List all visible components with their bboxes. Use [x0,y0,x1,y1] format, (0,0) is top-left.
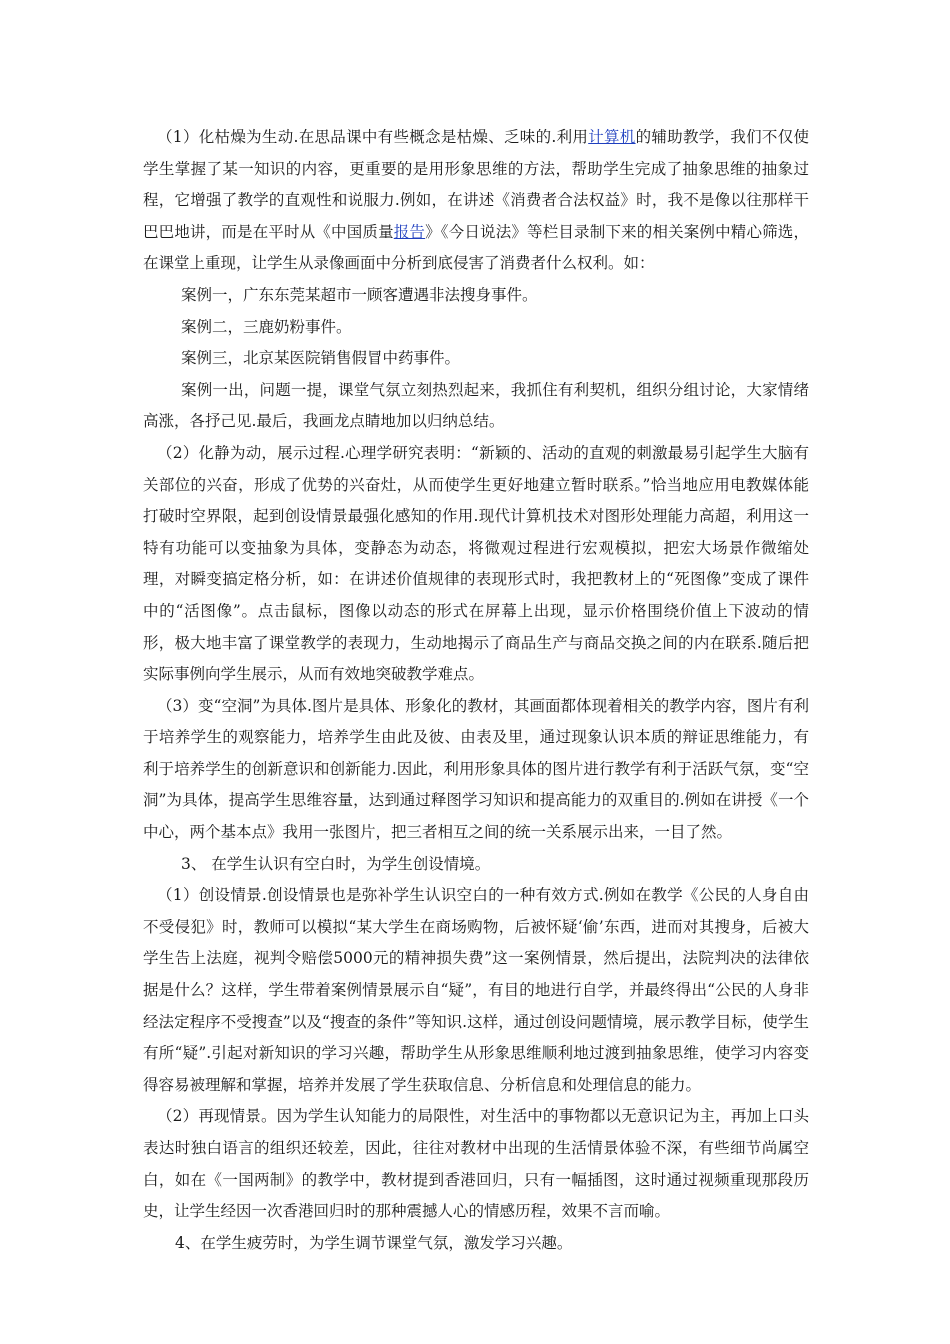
case-summary-paragraph: 案例一出，问题一提，课堂气氛立刻热烈起来，我抓住有利契机，组织分组讨论，大家情绪高涨，各抒己见.最后，我画龙点睛地加以归纳总结。 [143,380,809,431]
paragraph-3: （3）变“空洞”为具体.图片是具体、形象化的教材，其画面都体现着相关的教学内容，图片有利于培养学生的观察能力，培养学生由此及彼、由表及里，通过现象认识本质的辩证思维能力，有利于培养学生的创新意识和创新能力.因此，利用形象具体的图片进行教学有利于活跃气氛，变“空洞”为具体，提高学生思维容量，达到通过释图学习知识和提高能力的双重目的.例如在讲授《一个中心，两个基本点》我用一张图片，把三者相互之间的统一关系展示出来，一目了然。 [143,696,809,842]
section-heading-4: 4、在学生疲劳时，为学生调节课堂气氛，激发学习兴趣。 [175,1233,573,1252]
paragraph-1-part-a: （1）化枯燥为生动.在思品课中有些概念是枯燥、乏味的.利用 [157,128,589,146]
case-3: 案例三，北京某医院销售假冒中药事件。 [181,349,461,368]
paragraph-1-part-c: 》《今日说法》等栏目录制下来的相关案例中精心筛选，在课堂上重现，让学生从录像画面中分析到底侵害了消费者什么权利。如： [143,222,809,273]
case-1: 案例一，广东东莞某超市一顾客遭遇非法搜身事件。 [181,285,538,304]
paragraph-4: （1）创设情景.创设情景也是弥补学生认识空白的一种有效方式.例如在教学《公民的人身自由不受侵犯》时，教师可以模拟“某大学生在商场购物，后被怀疑‘偷’东西，进而对其搜身，后被大学生告上法庭，视判令赔偿5000元的精神损失费”这一案例情景，然后提出，法院判决的法律依据是什么？这样，学生带着案例情景展示自“疑”，有目的地进行自学，并最终得出“公民的人身非经法定程序不受搜查”以及“搜查的条件”等知识.这样，通过创设问题情境，展示教学目标，使学生有所“疑”.引起对新知识的学习兴趣，帮助学生从形象思维顺利地过渡到抽象思维，使学习内容变得容易被理解和掌握，培养并发展了学生获取信息、分析信息和处理信息的能力。 [143,886,809,1094]
section-heading-3: 3、 在学生认识有空白时，为学生创设情境。 [181,854,491,873]
report-link[interactable]: 报告 [393,222,426,241]
computer-link[interactable]: 计算机 [588,128,636,146]
paragraph-1 [143,122,809,280]
document-body [143,122,809,1259]
case-2: 案例二，三鹿奶粉事件。 [181,317,352,336]
paragraph-1-part-b: 的辅助教学，我们不仅使学生掌握了某一知识的内容，更重要的是用形象思维的方法，帮助学生完成了抽象思维的抽象过程，它增强了教学的直观性和说服力.例如，在讲述《消费者合法权益》时，我不是像以往那样干巴巴地讲，而是在平时从《中国质量 [143,128,809,241]
paragraph-2: （2）化静为动，展示过程.心理学研究表明：“新颖的、活动的直观的刺激最易引起学生大脑有关部位的兴奋，形成了优势的兴奋灶，从而使学生更好地建立暂时联系。”恰当地应用电教媒体能打破时空界限，起到创设情景最强化感知的作用.现代计算机技术对图形处理能力高超，利用这一特有功能可以变抽象为具体，变静态为动态，将微观过程进行宏观模拟，把宏大场景作微缩处理，对瞬变搞定格分析，如：在讲述价值规律的表现形式时，我把教材上的“死图像”变成了课件中的“活图像”。点击鼠标，图像以动态的形式在屏幕上出现，显示价格围绕价值上下波动的情形，极大地丰富了课堂教学的表现力，生动地揭示了商品生产与商品交换之间的内在联系.随后把实际事例向学生展示，从而有效地突破教学难点。 [143,443,809,684]
paragraph-5: （2）再现情景。因为学生认知能力的局限性，对生活中的事物都以无意识记为主，再加上口头表达时独白语言的组织还较差，因此，往往对教材中出现的生活情景体验不深，有些细节尚属空白，如在《一国两制》的教学中，教材提到香港回归，只有一幅插图，这时通过视频重现那段历史，让学生经因一次香港回归时的那种震撼人心的情感历程，效果不言而喻。 [143,1107,809,1221]
